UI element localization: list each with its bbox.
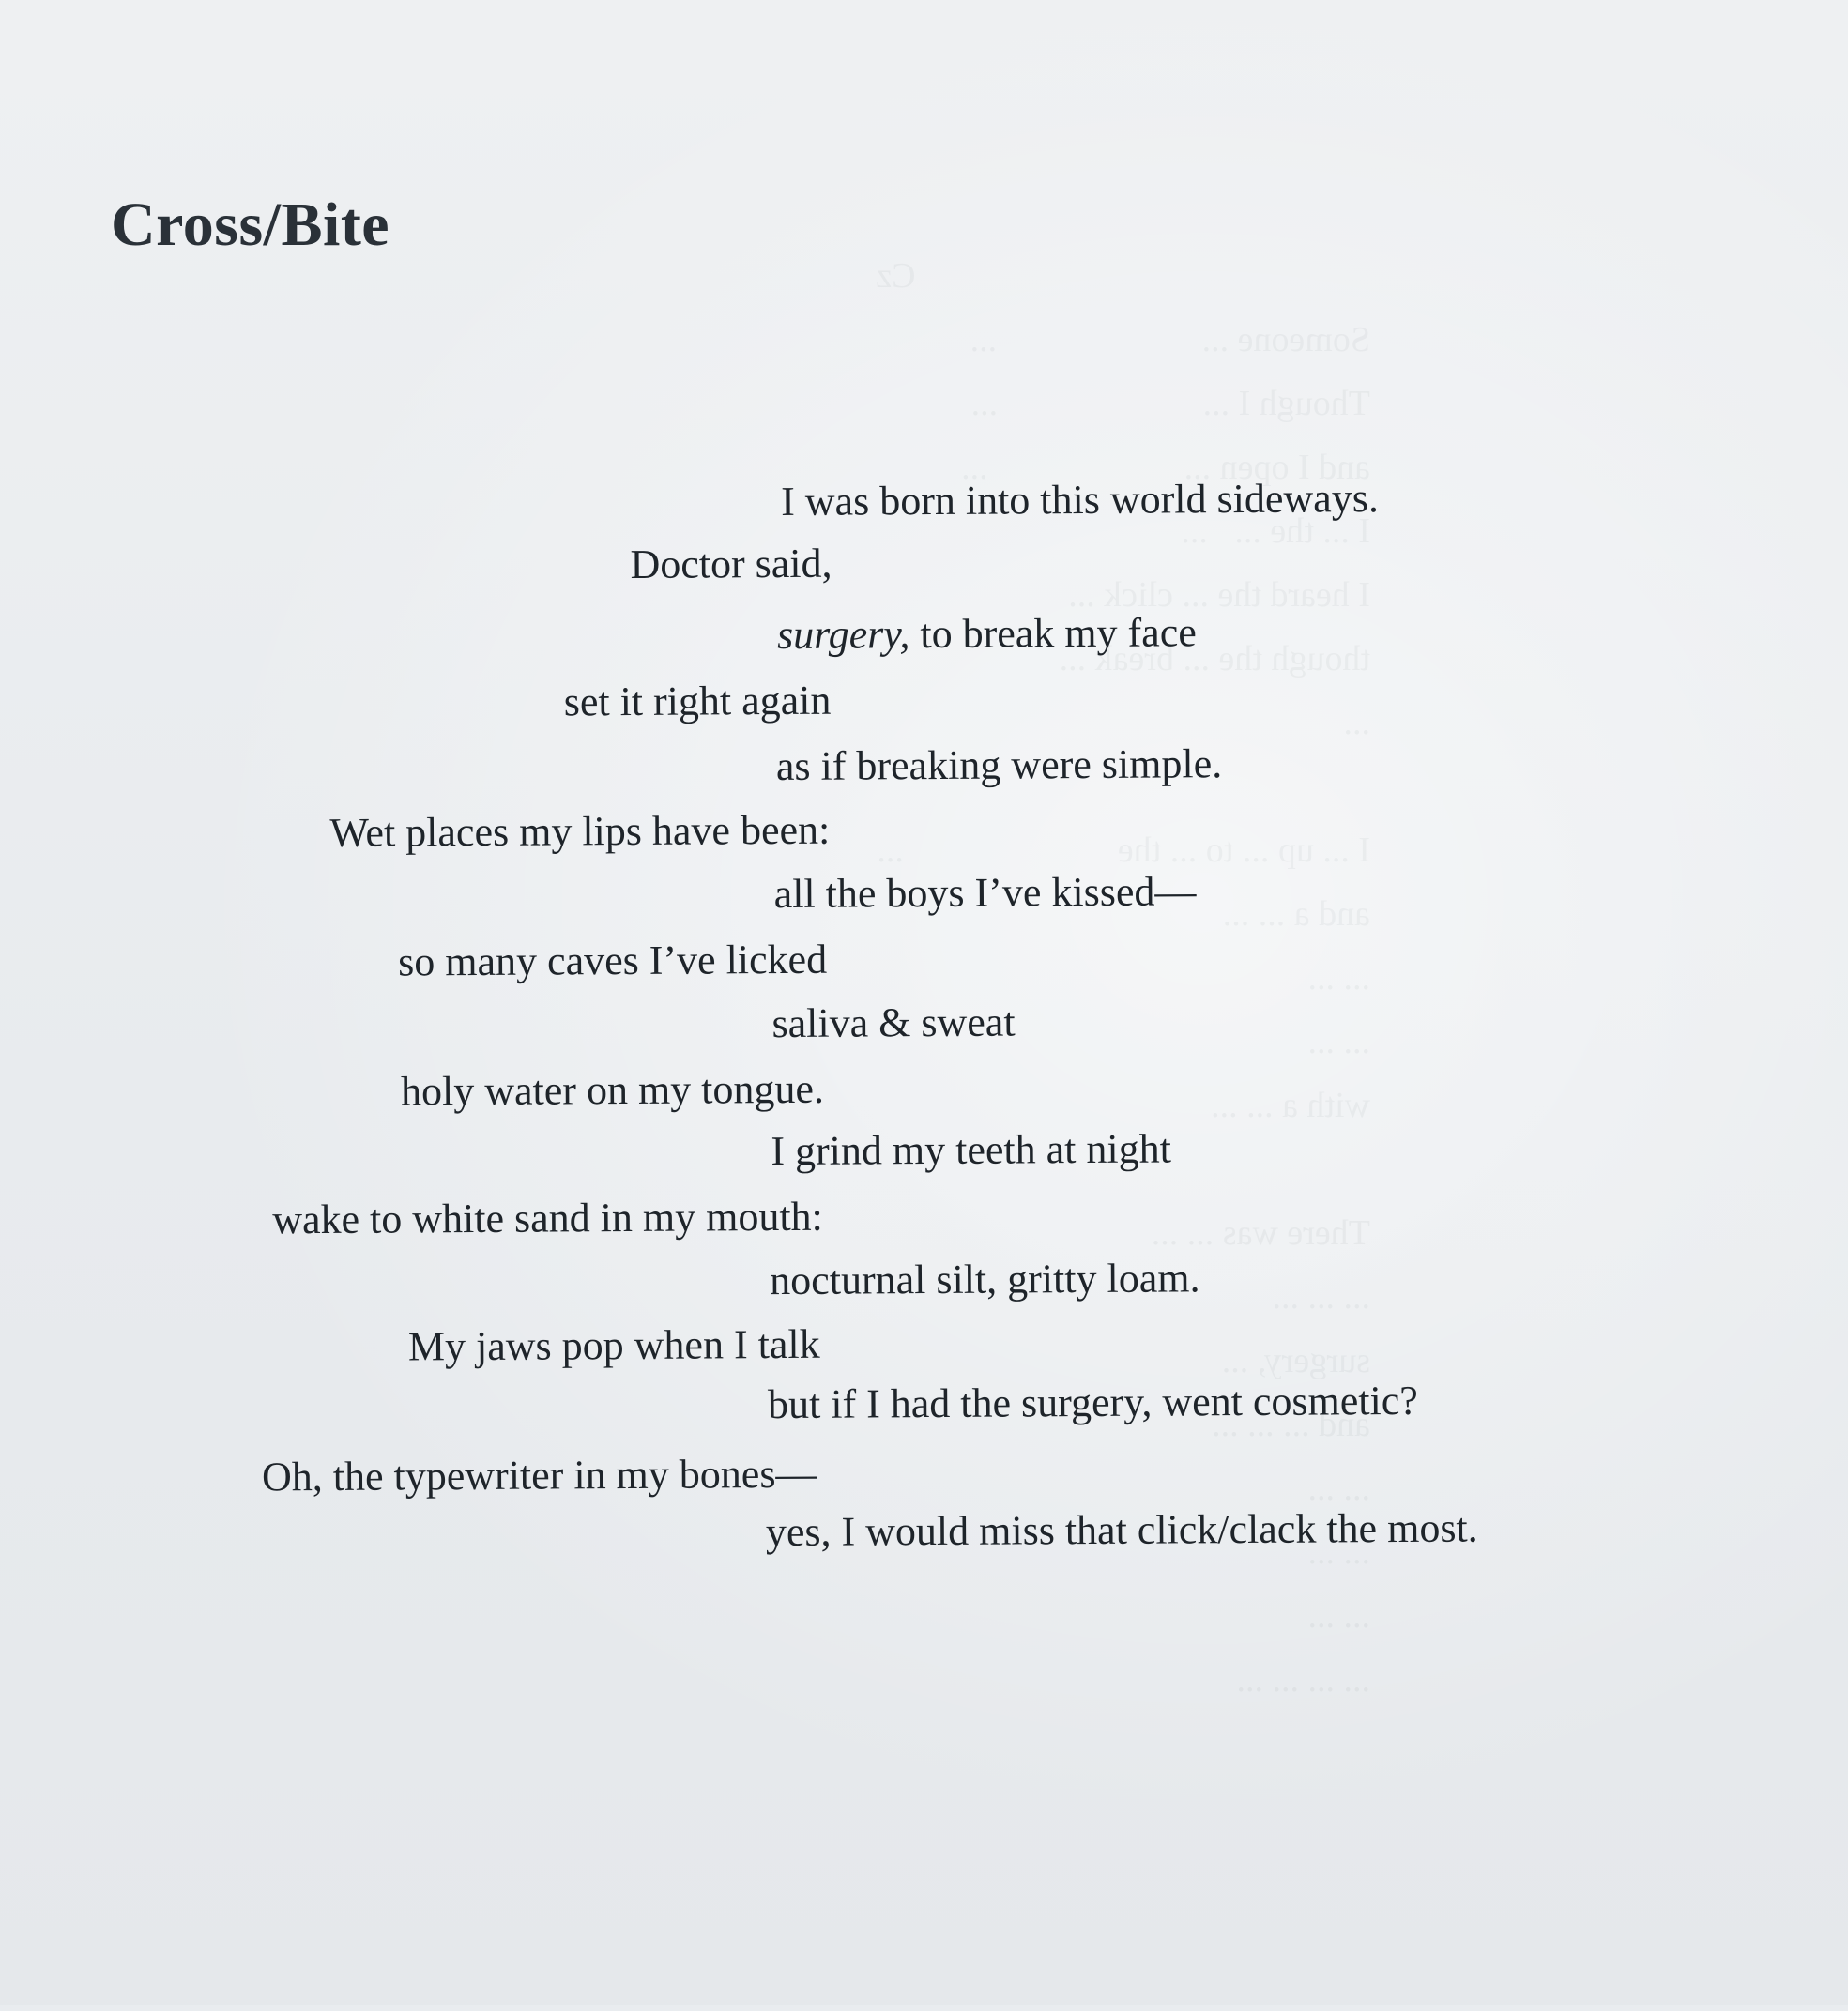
poem-line-14: My jaws pop when I talk [407, 1320, 820, 1370]
poem-line-10: holy water on my tongue. [400, 1065, 825, 1115]
poem-line-12: wake to white sand in my mouth: [272, 1193, 823, 1243]
poem-line-4: set it right again [563, 677, 832, 725]
poem-line-13: nocturnal silt, gritty loam. [770, 1255, 1200, 1304]
poem-line-1: I was born into this world sideways. [781, 475, 1380, 526]
poem-line-15: but if I had the surgery, went cosmetic? [767, 1377, 1418, 1428]
poem-line-7: all the boys I’ve kissed— [773, 868, 1197, 918]
poem-line-17: yes, I would miss that click/clack the most. [765, 1504, 1478, 1556]
poem-line-9: saliva & sweat [771, 998, 1016, 1047]
poem-line-16: Oh, the typewriter in my bones— [261, 1450, 817, 1501]
poem-line-8: so many caves I’ve licked [398, 936, 828, 985]
poem-line-3-rest: to break my face [909, 609, 1197, 658]
italic-word-surgery: surgery, [776, 611, 910, 659]
poem-line-6: Wet places my lips have been: [329, 806, 831, 856]
poem-line-2: Doctor said, [630, 540, 832, 587]
poem-line-5: as if breaking were simple. [775, 740, 1223, 790]
poem-line-3 [777, 606, 1197, 662]
poem-line-11: I grind my teeth at night [771, 1125, 1171, 1175]
poem-title: Cross/Bite [111, 190, 390, 259]
